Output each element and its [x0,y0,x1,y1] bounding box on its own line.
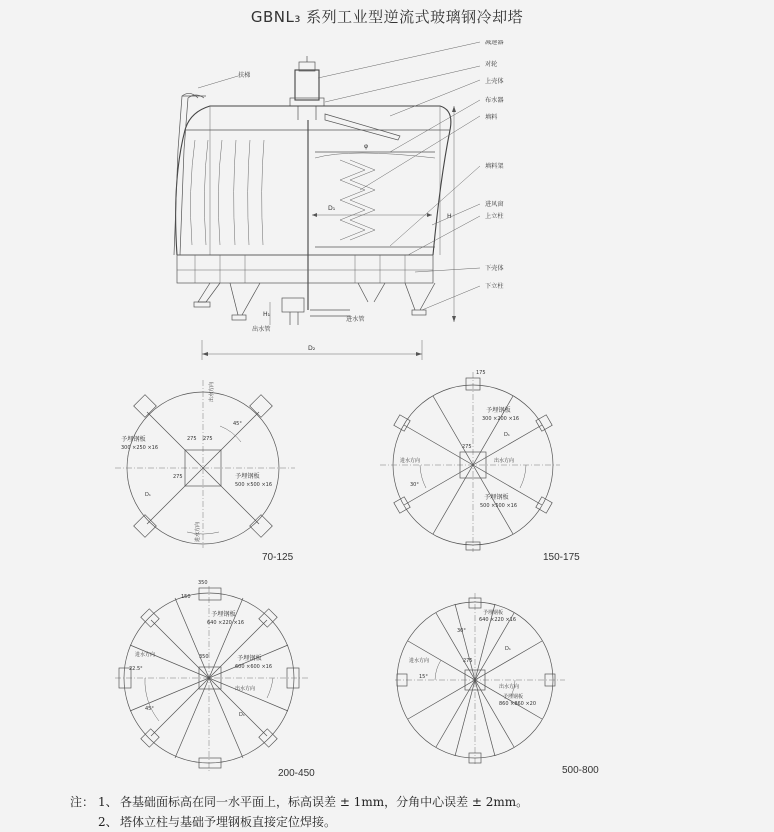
notes-prefix: 注： [70,795,95,809]
plan2-dim-b: 275 [462,444,472,450]
plan2-plate-big: 予埋钢板 [484,494,509,501]
plan3-dim-c: 150 [181,594,191,600]
label-upper-column: 上立柱 [485,213,504,220]
label-lower-shell: 下壳体 [485,265,504,272]
label-inlet-pipe: 进水管 [346,316,365,323]
lower-shell [177,255,433,283]
plan-500-800 [395,588,580,766]
plan2-d1: D₁ [504,432,510,438]
label-air-inlet: 进风窗 [485,201,504,208]
plan-200-450 [115,578,315,773]
dim-h1: H₁ [263,311,271,318]
notes [70,792,760,832]
plan2-plate-big-spec: 500 ×500 ×16 [480,503,518,509]
plan3-d1: D₁ [239,712,245,718]
dim-d2: D₂ [308,345,316,352]
label-lower-column: 下立柱 [485,283,504,290]
plan4-dim-a: 275 [463,658,473,664]
note-item-1 [70,792,760,812]
label-ladder: 扶梯 [238,72,251,79]
reducer-motor [290,56,324,120]
plan3-dim-b: 350 [199,654,209,660]
plan4-plate-big-spec: 860 ×860 ×20 [499,701,537,707]
label-fill: 填料 [485,114,498,121]
plan1-outlet: 出水方向 [209,381,215,402]
label-distributor: 布水器 [485,97,504,104]
plan3-plate-big-spec: 600 ×600 ×16 [235,664,273,670]
plan3-inlet: 进水方向 [135,652,156,658]
label-wheel: 对轮 [485,61,498,68]
plan3-plate-small: 予埋钢板 [211,611,236,618]
plan1-plate-small: 予埋钢板 [121,436,146,443]
plan4-d1: D₁ [505,646,511,652]
plan4-outlet: 出水方向 [499,684,520,690]
plan3-angle: 22.5° [129,666,143,672]
dim-h: H [447,213,452,220]
plan4-angle: 30° [457,628,466,634]
plan-150-175 [380,362,570,552]
plan4-plate-small-spec: 640 ×220 ×16 [479,617,517,623]
plan3-dim-a: 350 [198,580,208,586]
plan4-plate-big: 予埋钢板 [503,694,524,700]
fill-section [312,152,435,247]
plan1-plate-small-spec: 300 ×250 ×16 [121,445,159,451]
note-number: 1、 [98,795,118,809]
plan1-dim-c: 275 [173,474,183,480]
plan1-plate-big: 予埋钢板 [235,473,260,480]
plan4-range: 500-800 [562,765,599,776]
plan1-dim-b: 275 [203,436,213,442]
plan4-angle2: 15° [419,674,428,680]
plan3-angle2: 45° [145,706,154,712]
plan1-angle: 45° [233,421,242,427]
plan3-range: 200-450 [278,768,315,779]
note-number: 2、 [98,815,118,829]
plan3-plate-big: 予埋钢板 [237,655,262,662]
lower-columns [194,283,435,320]
plan1-range: 70-125 [262,552,294,563]
label-reducer: 减速器 [485,40,504,46]
upper-shell [185,106,451,255]
label-outlet-pipe: 出水管 [252,326,271,333]
note-item-2 [70,812,760,832]
label-fill-rack: 填料架 [485,163,504,170]
inlet-pipe [310,310,350,316]
fan-blade [325,114,400,140]
plan4-plate-small: 予埋钢板 [483,610,504,616]
plan1-plate-big-spec: 500 ×500 ×16 [235,482,273,488]
plan2-dim-a: 175 [476,370,486,376]
plan2-inlet: 进水方向 [400,458,421,464]
plan3-plate-small-spec: 640 ×220 ×16 [207,620,245,626]
dim-d1: D₁ [328,205,336,212]
plan-70-125 [115,380,295,550]
outlet-pipe [282,298,304,325]
plan4-inlet: 进水方向 [409,658,430,664]
plan1-inlet: 进水方向 [195,521,201,542]
label-upper-shell: 上壳体 [485,78,504,85]
elevation-drawing [150,40,550,370]
plan2-outlet: 出水方向 [494,458,515,464]
note-text: 各基础面标高在同一水平面上，标高误差 ± 1mm，分角中心误差 ± 2mm。 [120,795,529,809]
plan3-outlet: 出水方向 [235,686,256,692]
plan2-plate-small-spec: 300 ×200 ×16 [482,416,520,422]
plan2-plate-small: 予埋钢板 [486,407,511,414]
sheet-title: GBNL₃ 系列工业型逆流式玻璃钢冷却塔 [250,8,524,26]
dim-phi: φ [364,143,369,150]
plan1-d1: D₁ [145,492,151,498]
note-text: 塔体立柱与基础予埋钢板直接定位焊接。 [120,815,337,829]
plan1-dim-a: 275 [187,436,197,442]
ladder [174,93,206,255]
plan2-range: 150-175 [543,552,580,563]
plan2-angle: 30° [410,482,419,488]
